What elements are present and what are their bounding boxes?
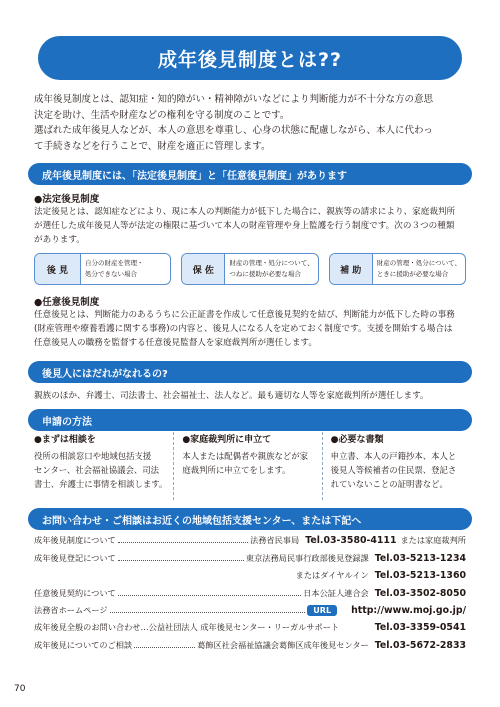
phone-number: Tel.03-3502-8050 <box>374 587 466 599</box>
contact-row: 成年後見についてのご相談 葛飾区社会福祉協議会葛飾区成年後見センター Tel.03-5672-2833 <box>34 639 466 651</box>
phone-number: Tel.03-5672-2833 <box>374 639 466 651</box>
apply-columns <box>34 432 470 500</box>
intro-line: 決定を助け、生活や財産などの権利を守る制度のことです。 <box>34 109 290 121</box>
intro-text <box>34 92 470 154</box>
type-description: 財産の管理・処分について、 つねに援助が必要な場合 <box>229 259 314 278</box>
contact-row: 任意後見契約について 日本公証人連合会 Tel.03-3502-8050 <box>34 587 466 599</box>
section-heading-contact: お問い合わせ・ご相談はお近くの地域包括支援センター、または下記へ <box>28 508 472 530</box>
intro-line: 成年後見制度とは、認知症・知的障がい・精神障がいなどにより判断能力が不十分な方の意思 <box>34 94 434 105</box>
column-heading: ●家庭裁判所に申立て <box>182 435 272 445</box>
apply-column-consult <box>34 432 173 500</box>
contact-row: 法務省ホームページ URL http://www.moj.go.jp/ <box>34 604 466 616</box>
legal-guardianship-text <box>34 205 470 247</box>
column-body: 本人または配偶者や親族などが家 庭裁判所に申立てをします。 <box>182 451 308 475</box>
url-badge: URL <box>307 605 337 616</box>
type-label: 後 見 <box>35 254 81 284</box>
type-box-hojo <box>329 253 466 285</box>
intro-line: 選ばれた成年後見人などが、本人の意思を尊重し、心身の状態に配慮しながら、本人に代わっ <box>34 125 433 136</box>
who-text: 親族のほか、弁護士、司法書士、社会福祉士、法人など。最も適切な人等を家庭裁判所が選任します。 <box>34 391 429 401</box>
type-box-hosa <box>181 253 318 285</box>
phone-number: Tel.03-5213-1360 <box>374 570 466 582</box>
type-description: 自分の財産を管理・ 処分できない場合 <box>85 259 144 278</box>
voluntary-guardianship-text <box>34 308 470 350</box>
column-body: 申立書、本人の戸籍抄本、本人と 後見人等候補者の住民票、登記さ れていないことの証明書など。 <box>330 451 457 489</box>
text-line: 任意後見とは、判断能力のあるうちに公正証書を作成して任意後見契約を結び、判断能力が低下した時の事務 <box>34 310 455 320</box>
guardianship-types <box>34 253 466 285</box>
phone-number: Tel.03-3359-0541 <box>374 622 466 634</box>
type-description: 財産の管理・処分について、 ときに援助が必要な場合 <box>376 259 461 278</box>
website-link[interactable]: http://www.moj.go.jp/ <box>351 604 466 616</box>
contact-row: 成年後見登記について 東京法務局民事行政部後見登録課 Tel.03-5213-1234 <box>34 552 466 564</box>
column-heading: ●必要な書類 <box>330 435 384 445</box>
section-heading-who: 後見人にはだれがなれるの? <box>28 361 472 383</box>
text-line: が選任した成年後見人等が法定の権限に基づいて本人の財産管理や身上監護を行う制度です。次の３つの種類 <box>34 221 455 231</box>
intro-line: て手続きなどを行うことで、財産を適正に管理します。 <box>34 140 271 152</box>
column-heading: ●まずは相談を <box>34 435 96 445</box>
legal-guardianship-heading: ●法定後見制度 <box>34 194 100 205</box>
section-heading-apply: 申請の方法 <box>28 409 472 431</box>
contact-list <box>34 529 466 651</box>
section-heading-types: 成年後見制度には、「法定後見制度」と「任意後見制度」があります <box>28 163 472 185</box>
contact-row: 成年後見全般のお問い合わせ… 公益社団法人 成年後見センター・リーガルサポート Tel.03-3359-0541 <box>34 622 466 634</box>
text-line: (財産管理や療養看護に関する事務)の内容と、後見人になる人を定めておく制度です。支援を開始する場合は <box>34 324 453 334</box>
apply-column-petition <box>173 432 321 500</box>
phone-number: Tel.03-3580-4111 <box>305 535 397 547</box>
contact-row: またはダイヤルイン Tel.03-5213-1360 <box>295 570 466 582</box>
phone-number: Tel.03-5213-1234 <box>374 552 466 564</box>
apply-column-documents <box>322 432 470 500</box>
page-number: 70 <box>14 684 26 694</box>
voluntary-guardianship-heading: ●任意後見制度 <box>34 297 100 308</box>
column-body: 役所の相談窓口や地域包括支援 センター、社会福祉協議会、司法 書士、弁護士に事情を相談します。 <box>34 451 168 489</box>
type-label: 保 佐 <box>182 254 225 284</box>
page-title: 成年後見制度とは?? <box>38 36 462 80</box>
type-box-kouken <box>34 253 171 285</box>
type-label: 補 助 <box>330 254 373 284</box>
text-line: 法定後見とは、認知症などにより、現に本人の判断能力が低下した場合に、親族等の請求により、家庭裁判所 <box>34 207 456 217</box>
text-line: 任意後見人の職務を監督する任意後見監督人を家庭裁判所が選任します。 <box>34 338 317 348</box>
text-line: があります。 <box>34 235 85 245</box>
contact-row: 成年後見制度について 法務省民事局 Tel.03-3580-4111 または家庭裁判所 <box>34 535 466 547</box>
